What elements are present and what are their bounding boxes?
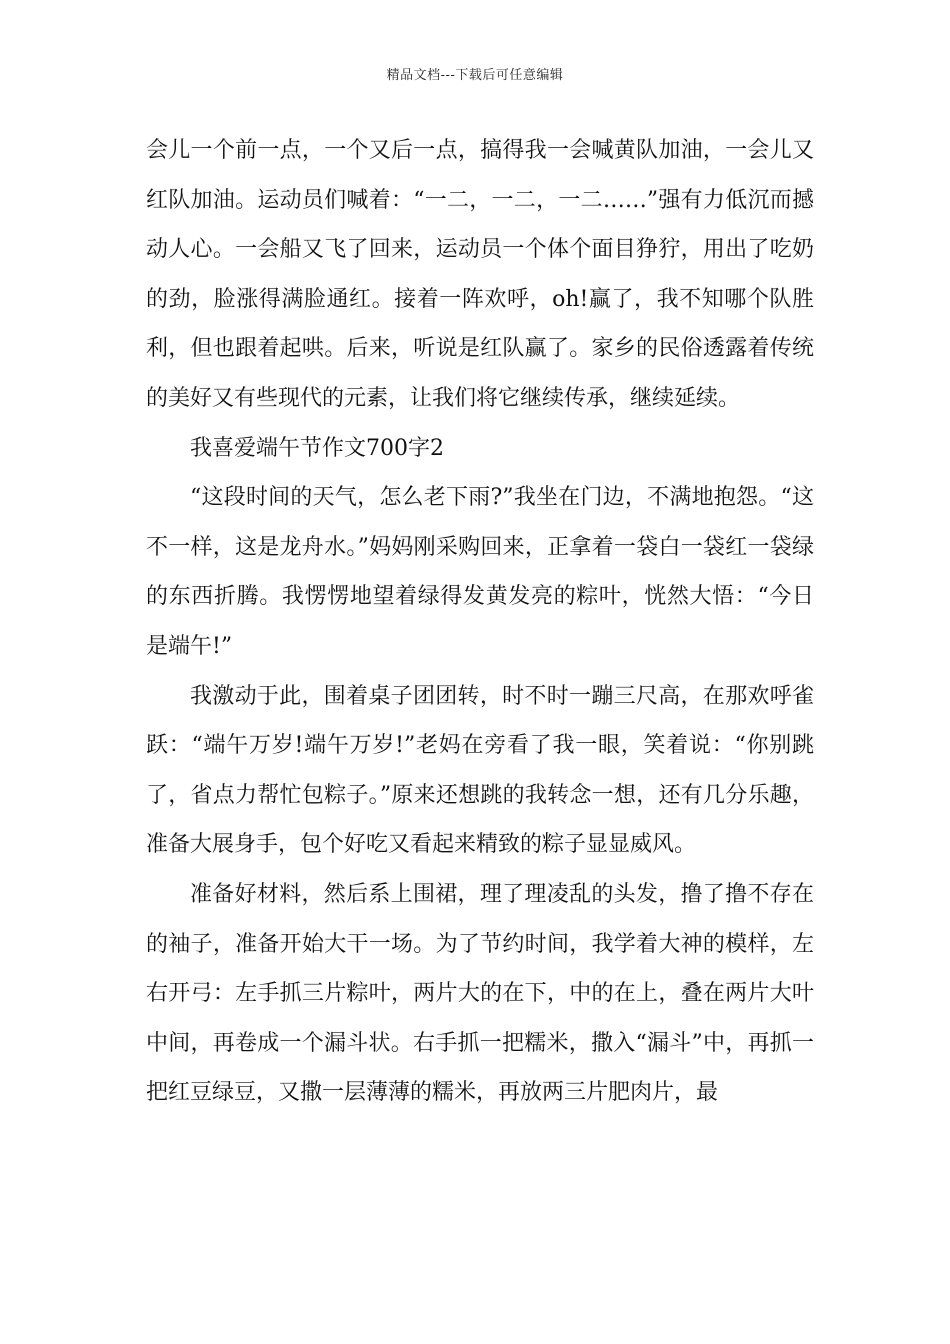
page-header: 精品文档---下载后可任意编辑 — [386, 68, 564, 83]
document-body — [146, 126, 814, 1118]
paragraph-continuation: 会儿一个前一点，一个又后一点，搞得我一会喊黄队加油，一会儿又红队加油。运动员们喊着：“一二，一二，一二……”强有力低沉而撼动人心。一会船又飞了回来，运动员一个体个面目狰狞，用出了吃奶的劲，脸涨得满脸通红。接着一阵欢呼，oh!赢了，我不知哪个队胜利，但也跟着起哄。后来，听说是红队赢了。家乡的民俗透露着传统的美好又有些现代的元素，让我们将它继续传承，继续延续。 — [146, 138, 814, 411]
essay-title: 我喜爱端午节作文700字2 — [190, 435, 444, 461]
paragraph-excitement: 我激动于此，围着桌子团团转，时不时一蹦三尺高，在那欢呼雀跃：“端午万岁!端午万岁!”老妈在旁看了我一眼，笑着说：“你别跳了，省点力帮忙包粽子。”原来还想跳的我转念一想，还有几分乐趣，准备大展身手，包个好吃又看起来精致的粽子显显威风。 — [146, 683, 814, 858]
paragraph-wrapping: 准备好材料，然后系上围裙，理了理凌乱的头发，撸了撸不存在的袖子，准备开始大干一场。为了节约时间，我学着大神的模样，左右开弓：左手抓三片粽叶，两片大的在下，中的在上，叠在两片大叶中间，再卷成一个漏斗状。右手抓一把糯米，撒入“漏斗”中，再抓一把红豆绿豆，又撒一层薄薄的糯米，再放两三片肥肉片，最 — [146, 881, 814, 1106]
paragraph-rain: “这段时间的天气，怎么老下雨?”我坐在门边，不满地抱怨。“这不一样，这是龙舟水。”妈妈刚采购回来，正拿着一袋白一袋红一袋绿的东西折腾。我愣愣地望着绿得发黄发亮的粽叶，恍然大悟：“今日是端午!” — [146, 485, 814, 659]
